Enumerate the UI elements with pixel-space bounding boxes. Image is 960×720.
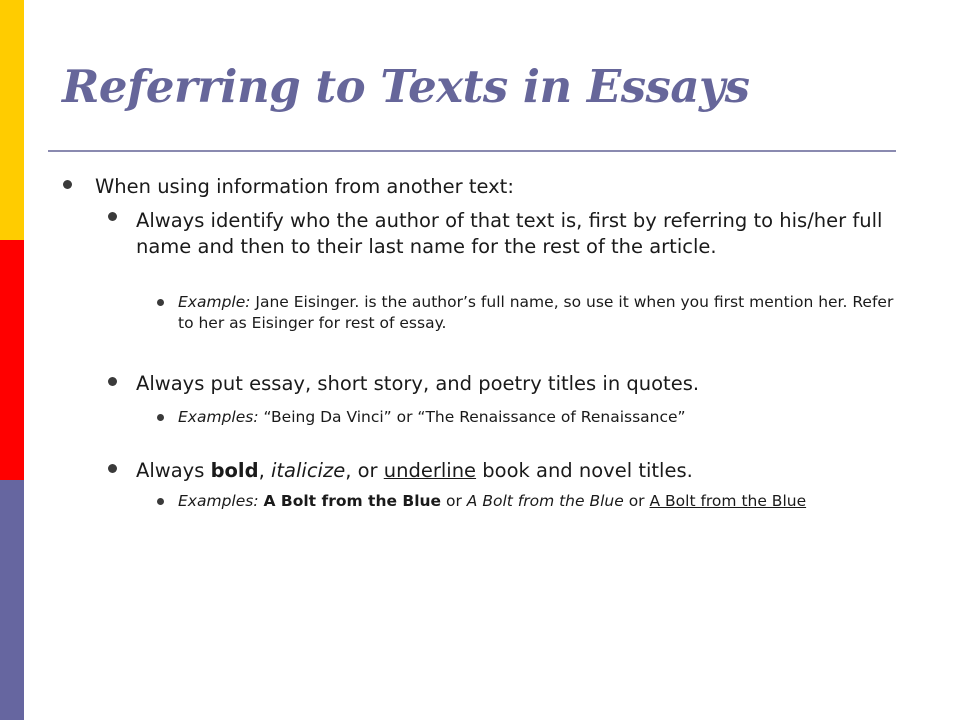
- bullet-dot: [157, 498, 164, 505]
- bullet-text-book-titles: [136, 458, 896, 484]
- title-divider: [48, 150, 896, 152]
- bullet-dot: [157, 414, 164, 421]
- example-label: Example:: [178, 293, 251, 311]
- example-text: Jane Eisinger. is the author’s full name, so use it when you first mention her. Refer to her as Eisinger for rest of essay.: [178, 293, 894, 332]
- text-before: Always: [136, 459, 211, 482]
- bullet-dot: [108, 464, 117, 473]
- bullet-dot: [157, 299, 164, 306]
- bullet-text-examples-book-titles: [178, 491, 898, 512]
- accent-stripe-yellow: [0, 0, 24, 240]
- bullet-text: Always put essay, short story, and poetry titles in quotes.: [136, 372, 700, 395]
- text-after: book and novel titles.: [476, 459, 693, 482]
- or-word: or: [441, 492, 467, 510]
- bullet-text: When using information from another text:: [95, 175, 514, 198]
- examples-label: Examples:: [178, 408, 259, 426]
- italic-book-title: A Bolt from the Blue: [466, 492, 624, 510]
- examples-label: Examples:: [178, 492, 259, 510]
- separator: , or: [345, 459, 384, 482]
- bullet-text-using-information: [95, 174, 895, 200]
- slide-title: Referring to Texts in Essays: [62, 60, 750, 113]
- underline-word: underline: [383, 459, 477, 482]
- bullet-text-titles-in-quotes: [136, 371, 896, 397]
- bullet-dot: [63, 180, 72, 189]
- bold-word: bold: [210, 459, 259, 482]
- bullet-dot: [108, 212, 117, 221]
- bullet-text-example-eisinger: [178, 292, 898, 334]
- separator: ,: [258, 459, 271, 482]
- examples-text: “Being Da Vinci” or “The Renaissance of Renaissance”: [258, 408, 686, 426]
- bullet-text-examples-quotes: [178, 407, 898, 428]
- or-word: or: [623, 492, 650, 510]
- bullet-text: Always identify who the author of that text is, first by referring to his/her full name and then to their last name for the rest of the article.: [136, 209, 883, 258]
- bullet-text-identify-author: [136, 208, 896, 260]
- accent-stripe-red: [0, 240, 24, 480]
- accent-stripe-blue: [0, 480, 24, 720]
- bold-book-title: A Bolt from the Blue: [263, 492, 442, 510]
- underlined-book-title: A Bolt from the Blue: [649, 492, 807, 510]
- bullet-dot: [108, 377, 117, 386]
- italic-word: italicize: [270, 459, 346, 482]
